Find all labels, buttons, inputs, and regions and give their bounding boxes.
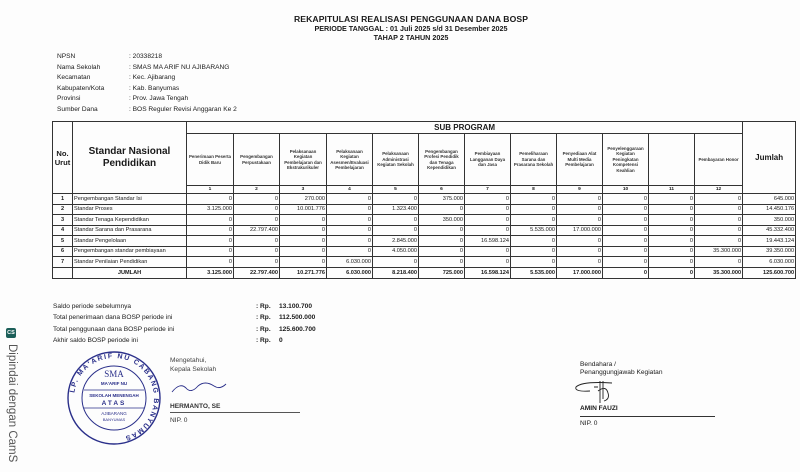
info-label: NPSN: [57, 53, 76, 60]
amount-cell: 0: [695, 204, 743, 215]
school-info: [57, 52, 237, 116]
grand-total: 125.600.700: [743, 267, 796, 278]
principal-title-2: Kepala Sekolah: [170, 366, 217, 373]
summary-value: 0: [279, 336, 283, 344]
row-number: 7: [53, 257, 73, 268]
summary-label: Total penerimaan dana BOSP periode ini: [53, 314, 173, 322]
stamp-line-3: SEKOLAH MENENGAH: [89, 393, 139, 398]
amount-cell: 0: [280, 257, 327, 268]
treasurer-signature-line: [580, 416, 715, 417]
subprogram-column-header: Penyediaan Alat Multi Media Pembelajaran: [557, 134, 603, 186]
amount-cell: 0: [649, 257, 695, 268]
amount-cell: 0: [234, 246, 280, 257]
info-label: Kabupaten/Kota: [57, 84, 105, 92]
amount-cell: 0: [327, 204, 373, 215]
treasurer-nip: NIP. 0: [580, 420, 598, 427]
column-total: 22.797.400: [234, 267, 280, 278]
amount-cell: 0: [327, 225, 373, 236]
amount-cell: 0: [419, 246, 465, 257]
column-total: 17.000.000: [557, 267, 603, 278]
stamp-line-2: MA'ARIF NU: [100, 381, 128, 386]
amount-cell: 0: [695, 215, 743, 226]
amount-cell: 0: [695, 257, 743, 268]
standard-name: Standar Tenaga Kependidikan: [73, 215, 187, 226]
subprogram-column-number: 8: [511, 186, 557, 194]
report-title: REKAPITULASI REALISASI PENGGUNAAN DANA BOSP: [293, 14, 529, 24]
info-value: : Kec. Ajibarang: [129, 74, 176, 82]
amount-cell: 0: [327, 236, 373, 247]
amount-cell: 0: [557, 257, 603, 268]
amount-cell: 0: [465, 225, 511, 236]
amount-cell: 0: [187, 246, 234, 257]
column-total: 10.271.776: [280, 267, 327, 278]
summary-row: [53, 335, 316, 346]
subprogram-column-number: 11: [649, 186, 695, 194]
amount-cell: 0: [373, 257, 419, 268]
subprogram-column-header: Pengembangan Perpustakaan: [234, 134, 280, 186]
amount-cell: 0: [649, 215, 695, 226]
standard-name: Standar Pengelolaan: [73, 236, 187, 247]
amount-cell: 0: [280, 225, 327, 236]
info-value: : Kab. Banyumas: [129, 84, 180, 92]
amount-cell: 0: [234, 257, 280, 268]
amount-cell: 0: [234, 204, 280, 215]
subprogram-column-header: Pengembangan Profesi Pendidik dan Tenaga Kependidikan: [419, 134, 465, 186]
summary-row: [53, 312, 316, 323]
amount-cell: 0: [419, 204, 465, 215]
amount-cell: 0: [603, 194, 649, 205]
column-total: 0: [649, 267, 695, 278]
amount-cell: 0: [465, 194, 511, 205]
standard-header: Standar Nasional Pendidikan: [73, 122, 187, 194]
info-row: [57, 73, 237, 84]
row-number: 5: [53, 236, 73, 247]
column-total: 725.000: [419, 267, 465, 278]
camscanner-logo-icon: CS: [7, 330, 15, 336]
subprogram-column-header: Pelaksanaan Administrasi Kegiatan Sekolah: [373, 134, 419, 186]
column-total: 5.535.000: [511, 267, 557, 278]
standard-name: Standar Sarana dan Prasarana: [73, 225, 187, 236]
summary-row: [53, 301, 316, 312]
row-number: 1: [53, 194, 73, 205]
info-row: [57, 94, 237, 105]
amount-cell: 0: [373, 194, 419, 205]
amount-cell: 0: [603, 215, 649, 226]
summary-currency: : Rp.: [256, 325, 271, 333]
amount-cell: 0: [419, 257, 465, 268]
info-label: Provinsi: [57, 95, 81, 103]
amount-cell: 16.598.124: [465, 236, 511, 247]
amount-cell: 375.000: [419, 194, 465, 205]
subprogram-column-number: 10: [603, 186, 649, 194]
subprogram-column-header: Penyelenggaraan Kegiatan Peningkatan Kompetensi Keahlian: [603, 134, 649, 186]
amount-cell: 0: [280, 215, 327, 226]
report-header: [0, 14, 800, 42]
amount-cell: 35.300.000: [695, 246, 743, 257]
amount-cell: 1.323.400: [373, 204, 419, 215]
amount-cell: 10.001.776: [280, 204, 327, 215]
subprogram-column-header: [649, 134, 695, 186]
amount-cell: 0: [465, 257, 511, 268]
column-total: 8.218.400: [373, 267, 419, 278]
amount-cell: 0: [511, 257, 557, 268]
amount-cell: 0: [649, 246, 695, 257]
amount-cell: 5.535.000: [511, 225, 557, 236]
table-row: [53, 194, 796, 205]
amount-cell: 0: [327, 246, 373, 257]
info-value: : 20338218: [129, 53, 163, 60]
amount-cell: 0: [649, 225, 695, 236]
info-row: [57, 84, 237, 95]
row-number: 2: [53, 204, 73, 215]
amount-cell: 0: [187, 215, 234, 226]
amount-cell: 17.000.000: [557, 225, 603, 236]
amount-cell: 0: [557, 236, 603, 247]
subprogram-header: SUB PROGRAM: [187, 122, 743, 134]
summary-label: Total penggunaan dana BOSP periode ini: [53, 325, 175, 333]
amount-cell: 0: [465, 204, 511, 215]
subprogram-column-number: 7: [465, 186, 511, 194]
amount-cell: 3.125.000: [187, 204, 234, 215]
info-label: Kecamatan: [57, 74, 91, 82]
treasurer-title-2: Penanggungjawab Kegiatan: [580, 369, 663, 377]
amount-cell: 0: [649, 194, 695, 205]
standard-name: Pengembangan Standar Isi: [73, 194, 187, 205]
amount-cell: 0: [603, 225, 649, 236]
subprogram-column-header: Pelaksanaan Kegiatan Pembelajaran dan Ekstrakurikuler: [280, 134, 327, 186]
info-value: : Prov. Jawa Tengah: [129, 95, 189, 103]
subprogram-column-number: 9: [557, 186, 603, 194]
amount-cell: 0: [557, 194, 603, 205]
amount-cell: 0: [327, 215, 373, 226]
column-total: 6.030.000: [327, 267, 373, 278]
school-stamp: [66, 350, 162, 446]
amount-cell: 0: [234, 215, 280, 226]
subprogram-column-number: 6: [419, 186, 465, 194]
amount-cell: 0: [234, 236, 280, 247]
amount-cell: 0: [649, 236, 695, 247]
row-number: 3: [53, 215, 73, 226]
info-value: : BOS Reguler Revisi Anggaran Ke 2: [129, 105, 237, 113]
amount-cell: 0: [511, 194, 557, 205]
row-number: 6: [53, 246, 73, 257]
amount-cell: 0: [511, 215, 557, 226]
amount-cell: 0: [557, 215, 603, 226]
info-row: [57, 52, 237, 63]
summary-value: 112.500.000: [279, 314, 316, 322]
summary-label: Saldo periode sebelumnya: [53, 303, 132, 310]
subprogram-column-header: Pelaksanaan Kegiatan Asesmen/Evaluasi Pembelajaran: [327, 134, 373, 186]
amount-cell: 4.050.000: [373, 246, 419, 257]
subprogram-column-number: 2: [234, 186, 280, 194]
column-total: 0: [603, 267, 649, 278]
row-total: 39.350.000: [743, 246, 796, 257]
subprogram-column-header: Penerimaan Peserta Didik Baru: [187, 134, 234, 186]
summary-currency: : Rp.: [256, 336, 271, 344]
row-total: 45.332.400: [743, 225, 796, 236]
treasurer-signature: [580, 361, 663, 427]
table-row: [53, 225, 796, 236]
subprogram-column-number: 1: [187, 186, 234, 194]
amount-cell: 22.797.400: [234, 225, 280, 236]
amount-cell: 0: [557, 204, 603, 215]
summary-value: 13.100.700: [279, 303, 313, 310]
summary-value: 125.600.700: [279, 325, 316, 333]
table-row: [53, 204, 796, 215]
principal-signature-line: [170, 412, 300, 413]
camscanner-watermark: [0, 290, 22, 472]
principal-name: HERMANTO, SE: [170, 403, 221, 410]
amount-cell: 0: [695, 236, 743, 247]
amount-cell: 0: [234, 194, 280, 205]
amount-cell: 0: [187, 225, 234, 236]
subprogram-column-header: Pembayaran Honor: [695, 134, 743, 186]
summary-row: [53, 324, 316, 335]
recap-table: [52, 121, 796, 279]
summary-label: Akhir saldo BOSP periode ini: [53, 336, 138, 344]
amount-cell: 0: [280, 246, 327, 257]
amount-cell: 0: [419, 236, 465, 247]
column-total: 16.598.124: [465, 267, 511, 278]
table-row: [53, 246, 796, 257]
amount-cell: 0: [465, 215, 511, 226]
info-label: Nama Sekolah: [57, 63, 101, 71]
row-total: 645.000: [743, 194, 796, 205]
stamp-outer-text-path: LP. MA'ARIF NU CABANG BANYUMAS: [69, 352, 160, 442]
totals-label: JUMLAH: [73, 267, 187, 278]
amount-cell: 0: [373, 215, 419, 226]
subprogram-column-number: 5: [373, 186, 419, 194]
subprogram-column-number: 3: [280, 186, 327, 194]
camscanner-text: Dipindai dengan CamS: [6, 344, 18, 463]
balance-summary: [53, 301, 316, 346]
standard-name: Pengembangan standar pembiayaan: [73, 246, 187, 257]
amount-cell: 0: [649, 204, 695, 215]
principal-signature-scribble: [170, 378, 230, 400]
amount-cell: 6.030.000: [327, 257, 373, 268]
amount-cell: 350.000: [419, 215, 465, 226]
amount-cell: 0: [603, 257, 649, 268]
subprogram-column-number: 12: [695, 186, 743, 194]
table-row: [53, 215, 796, 226]
summary-currency: : Rp.: [256, 303, 271, 310]
subprogram-column-header: Pemeliharaan Sarana dan Prasarana Sekolah: [511, 134, 557, 186]
total-header: Jumlah: [743, 122, 796, 194]
info-row: [57, 63, 237, 74]
stamp-line-4: ATAS: [101, 400, 127, 407]
info-label: Sumber Dana: [57, 105, 98, 113]
amount-cell: 0: [557, 246, 603, 257]
amount-cell: 0: [695, 194, 743, 205]
summary-currency: : Rp.: [256, 314, 271, 322]
amount-cell: 0: [419, 225, 465, 236]
amount-cell: 2.845.000: [373, 236, 419, 247]
treasurer-signature-scribble: [572, 379, 632, 405]
row-total: 14.450.176: [743, 204, 796, 215]
amount-cell: 0: [511, 236, 557, 247]
totals-blank: [53, 267, 73, 278]
column-total: 35.300.000: [695, 267, 743, 278]
amount-cell: 0: [187, 236, 234, 247]
amount-cell: 270.000: [280, 194, 327, 205]
amount-cell: 0: [187, 257, 234, 268]
standard-name: Standar Proses: [73, 204, 187, 215]
report-stage: TAHAP 2 TAHUN 2025: [373, 33, 449, 42]
amount-cell: 0: [327, 194, 373, 205]
table-row: [53, 236, 796, 247]
amount-cell: 0: [511, 246, 557, 257]
no-header: No. Urut: [53, 122, 73, 194]
principal-nip: NIP. 0: [170, 417, 188, 424]
amount-cell: 0: [603, 236, 649, 247]
amount-cell: 0: [603, 204, 649, 215]
treasurer-title-1: Bendahara /: [580, 361, 616, 368]
row-number: 4: [53, 225, 73, 236]
column-total: 3.125.000: [187, 267, 234, 278]
stamp-line-5: AJIBARANG: [101, 411, 127, 416]
amount-cell: 0: [373, 225, 419, 236]
info-row: [57, 105, 237, 116]
amount-cell: 0: [280, 236, 327, 247]
amount-cell: 0: [187, 194, 234, 205]
info-value: : SMAS MA ARIF NU AJIBARANG: [129, 63, 230, 71]
row-total: 6.030.000: [743, 257, 796, 268]
row-total: 350.000: [743, 215, 796, 226]
row-total: 19.443.124: [743, 236, 796, 247]
subprogram-column-header: Pembiayaan Langganan Daya dan Jasa: [465, 134, 511, 186]
totals-row: [53, 267, 796, 278]
report-period: PERIODE TANGGAL : 01 Juli 2025 s/d 31 Desember 2025: [314, 24, 508, 33]
amount-cell: 0: [695, 225, 743, 236]
stamp-line-6: BANYUMAS: [102, 417, 126, 422]
subprogram-column-number: 4: [327, 186, 373, 194]
principal-title-1: Mengetahui,: [170, 357, 207, 364]
stamp-line-1: SMA: [104, 369, 124, 379]
table-row: [53, 257, 796, 268]
amount-cell: 0: [465, 246, 511, 257]
treasurer-name: AMIN FAUZI: [580, 405, 618, 412]
amount-cell: 0: [511, 204, 557, 215]
amount-cell: 0: [603, 246, 649, 257]
standard-name: Standar Penilaian Pendidikan: [73, 257, 187, 268]
